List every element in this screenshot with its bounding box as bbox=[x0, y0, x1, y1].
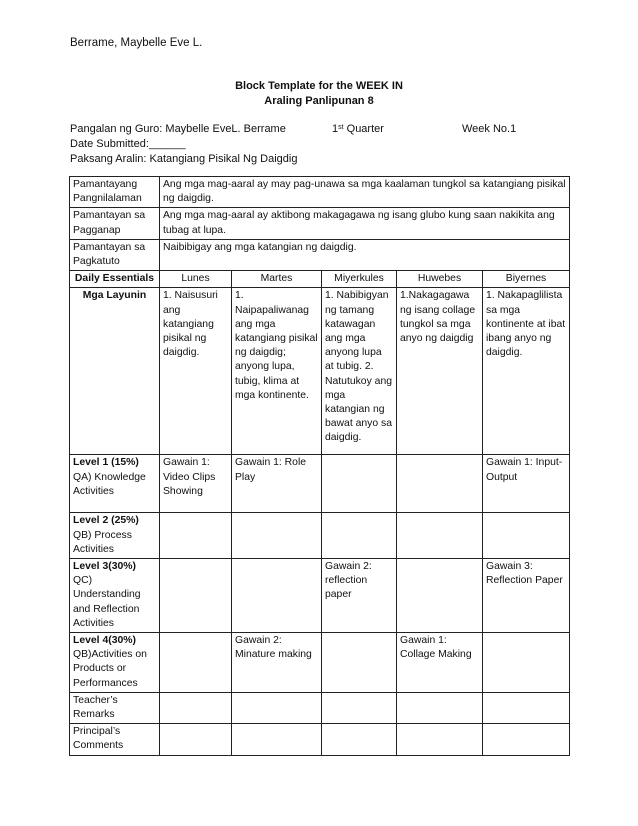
standard-text: Ang mga mag-aaral ay aktibong makagagawa ng isang glubo kung saan nakikita ang tubag at lupa. bbox=[160, 208, 570, 239]
remarks-cell bbox=[483, 692, 570, 723]
days-header-row bbox=[70, 271, 570, 288]
remarks-cell bbox=[232, 724, 322, 755]
level-row bbox=[70, 559, 570, 633]
lesson-topic: Paksang Aralin: Katangiang Pisikal Ng Daigdig bbox=[70, 153, 298, 165]
activity-cell: Gawain 1: Video Clips Showing bbox=[160, 455, 232, 513]
activity-cell: Gawain 2: Minature making bbox=[232, 633, 322, 693]
document-meta bbox=[70, 122, 590, 167]
standard-label: Pamantayang Pangnilalaman bbox=[70, 177, 160, 208]
remarks-cell bbox=[160, 692, 232, 723]
remarks-cell bbox=[322, 692, 397, 723]
activity-cell bbox=[160, 559, 232, 633]
activity-cell: Gawain 1: Input-Output bbox=[483, 455, 570, 513]
level-label: Level 4(30%) QB)Activities on Products or Performances bbox=[70, 633, 160, 693]
remarks-cell bbox=[397, 692, 483, 723]
remarks-cell bbox=[397, 724, 483, 755]
standard-row bbox=[70, 208, 570, 239]
level-label: Level 1 (15%) QA) Knowledge Activities bbox=[70, 455, 160, 513]
activity-cell: Gawain 2: reflection paper bbox=[322, 559, 397, 633]
remarks-cell bbox=[322, 724, 397, 755]
teacher-remarks-label: Teacher’s Remarks bbox=[70, 692, 160, 723]
objective-cell: 1. Nabibigyan ng tamang katawagan ang mga anyong lupa at tubig. 2. Natutukoy ang mga katangian ng bawat anyo sa daigdig. bbox=[322, 288, 397, 455]
remarks-cell bbox=[232, 692, 322, 723]
standard-text: Naibibigay ang mga katangian ng daigdig. bbox=[160, 239, 570, 270]
objective-cell: 1.Nakagagawa ng isang collage tungkol sa mga anyo ng daigdig bbox=[397, 288, 483, 455]
title-line-1: Block Template for the WEEK IN bbox=[235, 80, 403, 92]
day-header-miyerkules: Miyerkules bbox=[322, 271, 397, 288]
objectives-label: Mga Layunin bbox=[70, 288, 160, 455]
activity-cell bbox=[397, 455, 483, 513]
activity-cell: Gawain 3: Reflection Paper bbox=[483, 559, 570, 633]
activity-cell bbox=[232, 559, 322, 633]
objective-cell: 1. Nakapaglilista sa mga kontinente at ibat ibang anyo ng daigdig. bbox=[483, 288, 570, 455]
level-row bbox=[70, 633, 570, 693]
activity-cell bbox=[322, 633, 397, 693]
standard-label: Pamantayan sa Pagganap bbox=[70, 208, 160, 239]
standard-row bbox=[70, 239, 570, 270]
remarks-cell bbox=[160, 724, 232, 755]
standard-text: Ang mga mag-aaral ay may pag-unawa sa mga kaalaman tungkol sa katangiang pisikal ng daigdig. bbox=[160, 177, 570, 208]
activity-cell bbox=[397, 513, 483, 559]
activity-cell bbox=[483, 513, 570, 559]
standard-label: Pamantayan sa Pagkatuto bbox=[70, 239, 160, 270]
day-header-biyernes: Biyernes bbox=[483, 271, 570, 288]
teacher-name: Pangalan ng Guro: Maybelle EveL. Berrame bbox=[70, 123, 286, 135]
block-template-table bbox=[69, 176, 570, 756]
level-label: Level 2 (25%) QB) Process Activities bbox=[70, 513, 160, 559]
page-header-author: Berrame, Maybelle Eve L. bbox=[70, 37, 203, 49]
title-line-2: Araling Panlipunan 8 bbox=[264, 95, 374, 107]
activity-cell bbox=[160, 513, 232, 559]
quarter-label: 1st Quarter bbox=[332, 123, 384, 135]
remarks-cell bbox=[483, 724, 570, 755]
activity-cell bbox=[322, 513, 397, 559]
activity-cell bbox=[160, 633, 232, 693]
activity-cell: Gawain 1: Role Play bbox=[232, 455, 322, 513]
objective-cell: 1. Naipapaliwanag ang mga katangiang pisikal ng daigdig; anyong lupa, tubig, klima at mga kontinente. bbox=[232, 288, 322, 455]
objective-cell: 1. Naisusuri ang katangiang pisikal ng daigdig. bbox=[160, 288, 232, 455]
day-header-martes: Martes bbox=[232, 271, 322, 288]
remarks-row bbox=[70, 692, 570, 723]
day-header-huwebes: Huwebes bbox=[397, 271, 483, 288]
activity-cell bbox=[397, 559, 483, 633]
activity-cell bbox=[232, 513, 322, 559]
remarks-row bbox=[70, 724, 570, 755]
activity-cell bbox=[483, 633, 570, 693]
week-number: Week No.1 bbox=[462, 123, 517, 135]
daily-essentials-header: Daily Essentials bbox=[70, 271, 160, 288]
date-submitted: Date Submitted:______ bbox=[70, 138, 186, 150]
level-label: Level 3(30%) QC) Understanding and Reflection Activities bbox=[70, 559, 160, 633]
activity-cell bbox=[322, 455, 397, 513]
activity-cell: Gawain 1: Collage Making bbox=[397, 633, 483, 693]
level-row bbox=[70, 513, 570, 559]
day-header-lunes: Lunes bbox=[160, 271, 232, 288]
standard-row bbox=[70, 177, 570, 208]
document-title bbox=[0, 79, 638, 109]
principal-comments-label: Principal’s Comments bbox=[70, 724, 160, 755]
objectives-row bbox=[70, 288, 570, 455]
level-row bbox=[70, 455, 570, 513]
